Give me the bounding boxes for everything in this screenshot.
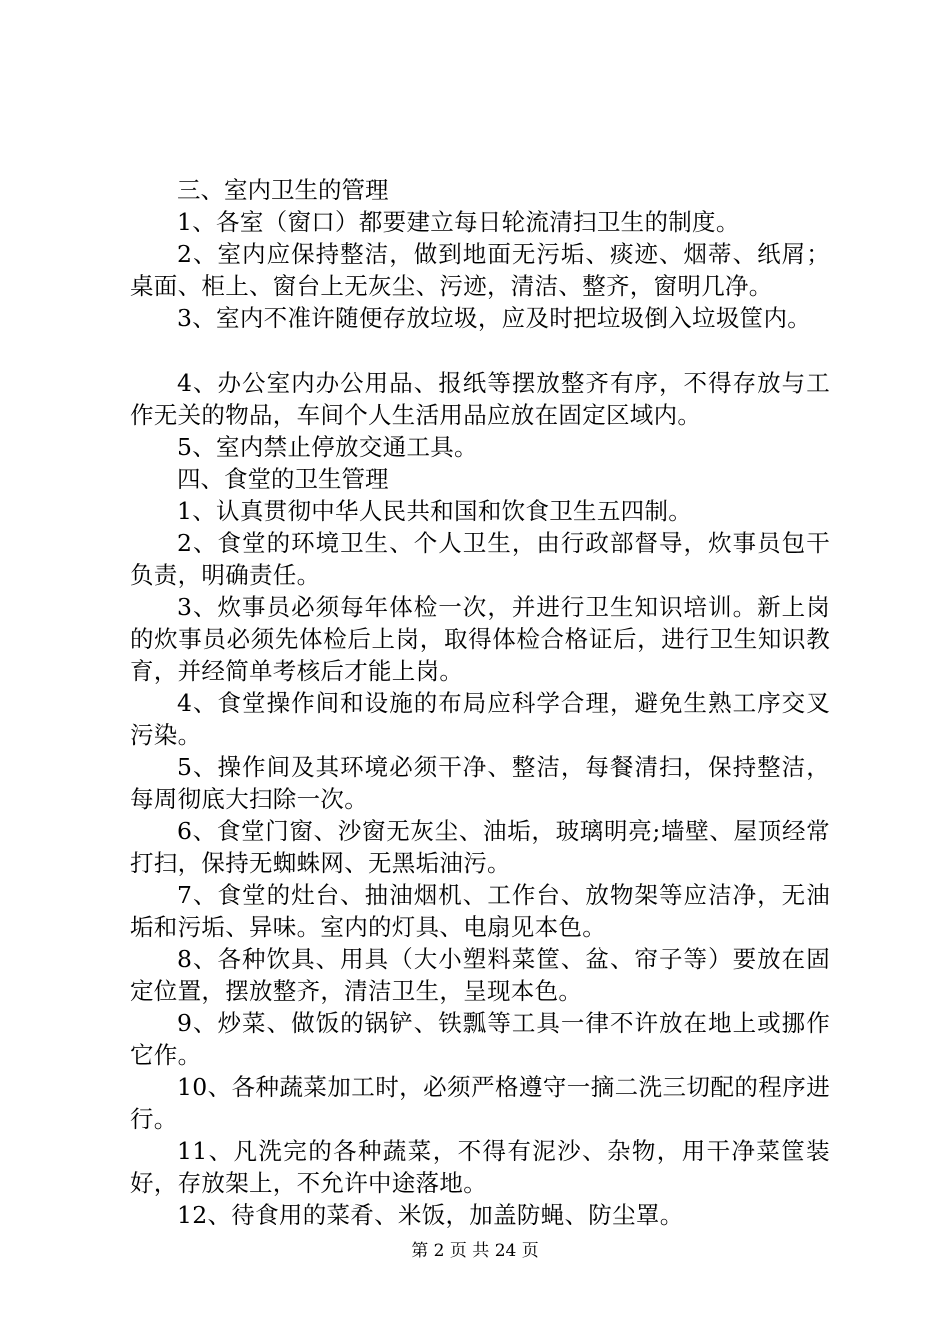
paragraph: 2、食堂的环境卫生、个人卫生，由行政部督导，炊事员包干负责，明确责任。: [130, 529, 830, 589]
paragraph: 9、炒菜、做饭的锅铲、铁瓢等工具一律不许放在地上或挪作它作。: [130, 1009, 830, 1069]
page-number-footer: 第 2 页 共 24 页: [411, 1241, 539, 1261]
paragraph: 3、室内不准许随便存放垃圾，应及时把垃圾倒入垃圾筐内。: [177, 304, 812, 332]
section-heading-canteen-hygiene: 四、食堂的卫生管理: [177, 465, 389, 493]
paragraph: 1、各室（窗口）都要建立每日轮流清扫卫生的制度。: [177, 208, 740, 236]
section-heading-indoor-hygiene: 三、室内卫生的管理: [177, 176, 389, 204]
document-body: [130, 174, 830, 1231]
paragraph: 1、认真贯彻中华人民共和国和饮食卫生五四制。: [177, 497, 693, 525]
paragraph: 5、操作间及其环境必须干净、整洁，每餐清扫，保持整洁，每周彻底大扫除一次。: [130, 753, 830, 813]
paragraph: 10、各种蔬菜加工时，必须严格遵守一摘二洗三切配的程序进行。: [130, 1073, 830, 1133]
paragraph: 8、各种饮具、用具（大小塑料菜筐、盆、帘子等）要放在固定位置，摆放整齐，清洁卫生，呈现本色。: [130, 945, 830, 1005]
paragraph: 3、炊事员必须每年体检一次，并进行卫生知识培训。新上岗的炊事员必须先体检后上岗，取得体检合格证后，进行卫生知识教育，并经简单考核后才能上岗。: [130, 593, 830, 685]
paragraph: 11、凡洗完的各种蔬菜，不得有泥沙、杂物，用干净菜筐装好，存放架上，不允许中途落地。: [130, 1137, 830, 1197]
paragraph: 5、室内禁止停放交通工具。: [177, 433, 478, 461]
paragraph: 6、食堂门窗、沙窗无灰尘、油垢，玻璃明亮;墙壁、屋顶经常打扫，保持无蜘蛛网、无黑垢油污。: [130, 817, 830, 877]
paragraph: 7、食堂的灶台、抽油烟机、工作台、放物架等应洁净，无油垢和污垢、异味。室内的灯具、电扇见本色。: [130, 881, 830, 941]
paragraph: 2、室内应保持整洁，做到地面无污垢、痰迹、烟蒂、纸屑；桌面、柜上、窗台上无灰尘、污迹，清洁、整齐，窗明几净。: [130, 240, 830, 300]
paragraph: 12、待食用的菜肴、米饭，加盖防蝇、防尘罩。: [177, 1201, 684, 1229]
paragraph: 4、办公室内办公用品、报纸等摆放整齐有序，不得存放与工作无关的物品，车间个人生活用品应放在固定区域内。: [130, 369, 830, 429]
paragraph: 4、食堂操作间和设施的布局应科学合理，避免生熟工序交叉污染。: [130, 689, 830, 749]
